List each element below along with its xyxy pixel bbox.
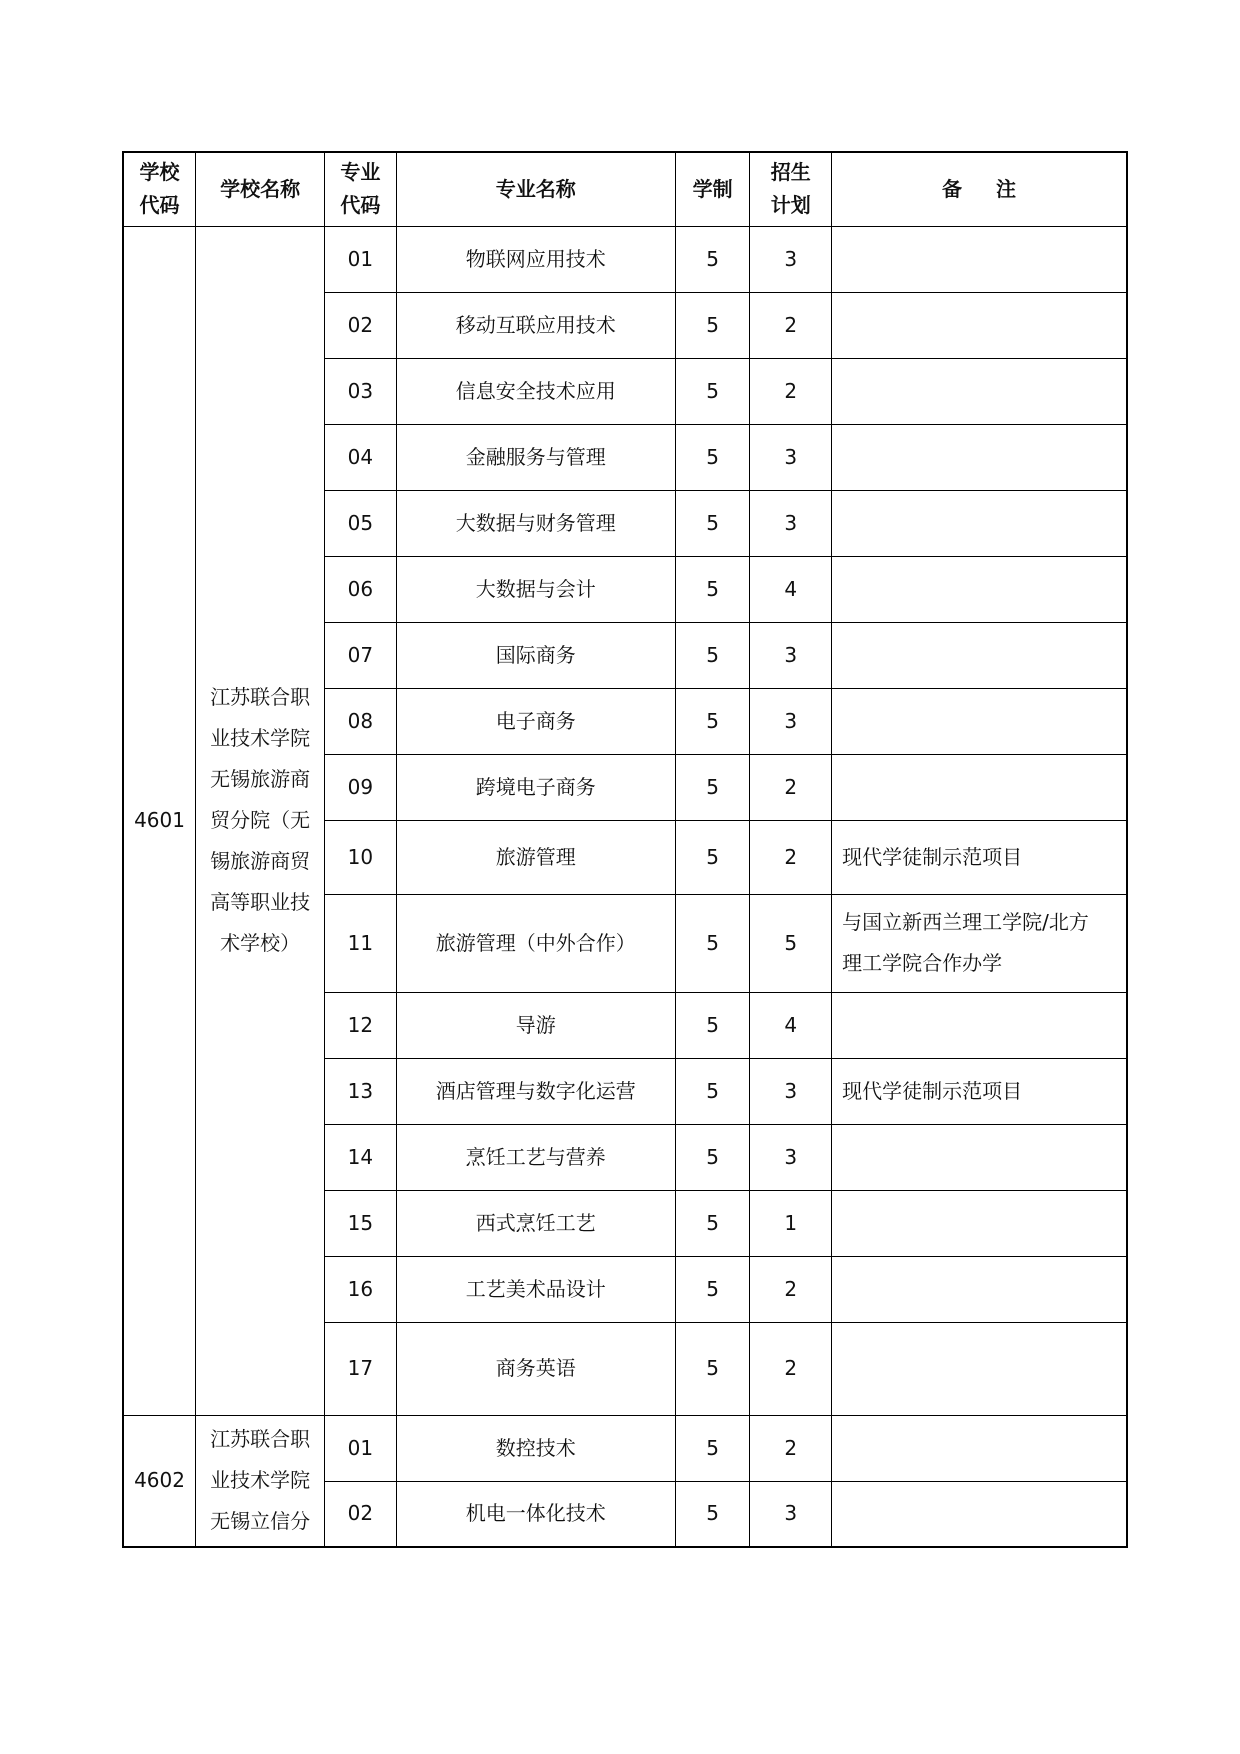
note-cell (832, 1481, 1127, 1547)
plan-cell: 2 (750, 1322, 832, 1415)
note-cell (832, 424, 1127, 490)
major-code-cell: 04 (325, 424, 397, 490)
school-code-cell: 4601 (123, 226, 196, 1415)
note-cell (832, 1124, 1127, 1190)
major-code-cell: 05 (325, 490, 397, 556)
plan-cell: 5 (750, 894, 832, 992)
duration-cell: 5 (675, 358, 750, 424)
major-name-cell: 国际商务 (396, 622, 675, 688)
duration-cell: 5 (675, 292, 750, 358)
major-name-cell: 旅游管理（中外合作） (396, 894, 675, 992)
major-name-cell: 物联网应用技术 (396, 226, 675, 292)
note-cell (832, 226, 1127, 292)
note-cell (832, 358, 1127, 424)
header-school-name: 学校名称 (196, 152, 325, 226)
enrollment-plan-table (122, 151, 1128, 1548)
header-note: 备注 (832, 152, 1127, 226)
major-name-cell: 大数据与财务管理 (396, 490, 675, 556)
plan-cell: 3 (750, 1058, 832, 1124)
major-code-cell: 07 (325, 622, 397, 688)
major-name-cell: 酒店管理与数字化运营 (396, 1058, 675, 1124)
major-code-cell: 15 (325, 1190, 397, 1256)
plan-cell: 1 (750, 1190, 832, 1256)
plan-cell: 2 (750, 1256, 832, 1322)
major-code-cell: 12 (325, 992, 397, 1058)
header-plan: 招生 计划 (750, 152, 832, 226)
note-cell (832, 556, 1127, 622)
major-code-cell: 10 (325, 820, 397, 894)
major-code-cell: 08 (325, 688, 397, 754)
note-cell (832, 292, 1127, 358)
plan-cell: 3 (750, 424, 832, 490)
note-cell: 现代学徒制示范项目 (832, 1058, 1127, 1124)
duration-cell: 5 (675, 424, 750, 490)
plan-cell: 3 (750, 622, 832, 688)
plan-cell: 3 (750, 688, 832, 754)
major-name-cell: 金融服务与管理 (396, 424, 675, 490)
major-name-cell: 商务英语 (396, 1322, 675, 1415)
note-cell (832, 1415, 1127, 1481)
major-code-cell: 14 (325, 1124, 397, 1190)
plan-cell: 4 (750, 992, 832, 1058)
note-cell (832, 490, 1127, 556)
major-code-cell: 03 (325, 358, 397, 424)
major-code-cell: 11 (325, 894, 397, 992)
major-code-cell: 13 (325, 1058, 397, 1124)
major-name-cell: 大数据与会计 (396, 556, 675, 622)
duration-cell: 5 (675, 688, 750, 754)
duration-cell: 5 (675, 622, 750, 688)
duration-cell: 5 (675, 226, 750, 292)
major-code-cell: 01 (325, 1415, 397, 1481)
note-cell (832, 622, 1127, 688)
duration-cell: 5 (675, 1190, 750, 1256)
major-name-cell: 旅游管理 (396, 820, 675, 894)
major-code-cell: 06 (325, 556, 397, 622)
plan-cell: 2 (750, 1415, 832, 1481)
plan-cell: 2 (750, 820, 832, 894)
header-row (123, 152, 1127, 226)
major-code-cell: 17 (325, 1322, 397, 1415)
table-row (123, 1415, 1127, 1481)
note-cell (832, 754, 1127, 820)
duration-cell: 5 (675, 1322, 750, 1415)
note-cell (832, 688, 1127, 754)
major-name-cell: 工艺美术品设计 (396, 1256, 675, 1322)
major-name-cell: 跨境电子商务 (396, 754, 675, 820)
plan-cell: 3 (750, 1481, 832, 1547)
major-name-cell: 电子商务 (396, 688, 675, 754)
major-code-cell: 01 (325, 226, 397, 292)
school-name-cell: 江苏联合职 业技术学院 无锡立信分 (196, 1415, 325, 1547)
plan-cell: 3 (750, 1124, 832, 1190)
duration-cell: 5 (675, 1256, 750, 1322)
note-cell (832, 1190, 1127, 1256)
duration-cell: 5 (675, 894, 750, 992)
major-name-cell: 导游 (396, 992, 675, 1058)
plan-cell: 3 (750, 490, 832, 556)
duration-cell: 5 (675, 490, 750, 556)
duration-cell: 5 (675, 556, 750, 622)
duration-cell: 5 (675, 992, 750, 1058)
plan-cell: 4 (750, 556, 832, 622)
major-code-cell: 02 (325, 292, 397, 358)
duration-cell: 5 (675, 1124, 750, 1190)
duration-cell: 5 (675, 820, 750, 894)
header-duration: 学制 (675, 152, 750, 226)
note-cell (832, 1256, 1127, 1322)
note-cell (832, 1322, 1127, 1415)
duration-cell: 5 (675, 1481, 750, 1547)
major-name-cell: 烹饪工艺与营养 (396, 1124, 675, 1190)
major-name-cell: 信息安全技术应用 (396, 358, 675, 424)
header-school-code: 学校 代码 (123, 152, 196, 226)
plan-cell: 2 (750, 358, 832, 424)
plan-cell: 2 (750, 754, 832, 820)
school-code-cell: 4602 (123, 1415, 196, 1547)
plan-cell: 2 (750, 292, 832, 358)
major-code-cell: 16 (325, 1256, 397, 1322)
major-name-cell: 机电一体化技术 (396, 1481, 675, 1547)
header-major-name: 专业名称 (396, 152, 675, 226)
major-name-cell: 数控技术 (396, 1415, 675, 1481)
major-code-cell: 02 (325, 1481, 397, 1547)
major-name-cell: 西式烹饪工艺 (396, 1190, 675, 1256)
header-major-code: 专业 代码 (325, 152, 397, 226)
note-cell (832, 992, 1127, 1058)
plan-cell: 3 (750, 226, 832, 292)
major-name-cell: 移动互联应用技术 (396, 292, 675, 358)
note-cell: 与国立新西兰理工学院/北方 理工学院合作办学 (832, 894, 1127, 992)
table-row (123, 226, 1127, 292)
duration-cell: 5 (675, 754, 750, 820)
duration-cell: 5 (675, 1415, 750, 1481)
school-name-cell: 江苏联合职 业技术学院 无锡旅游商 贸分院（无 锡旅游商贸 高等职业技 术学校） (196, 226, 325, 1415)
duration-cell: 5 (675, 1058, 750, 1124)
major-code-cell: 09 (325, 754, 397, 820)
note-cell: 现代学徒制示范项目 (832, 820, 1127, 894)
